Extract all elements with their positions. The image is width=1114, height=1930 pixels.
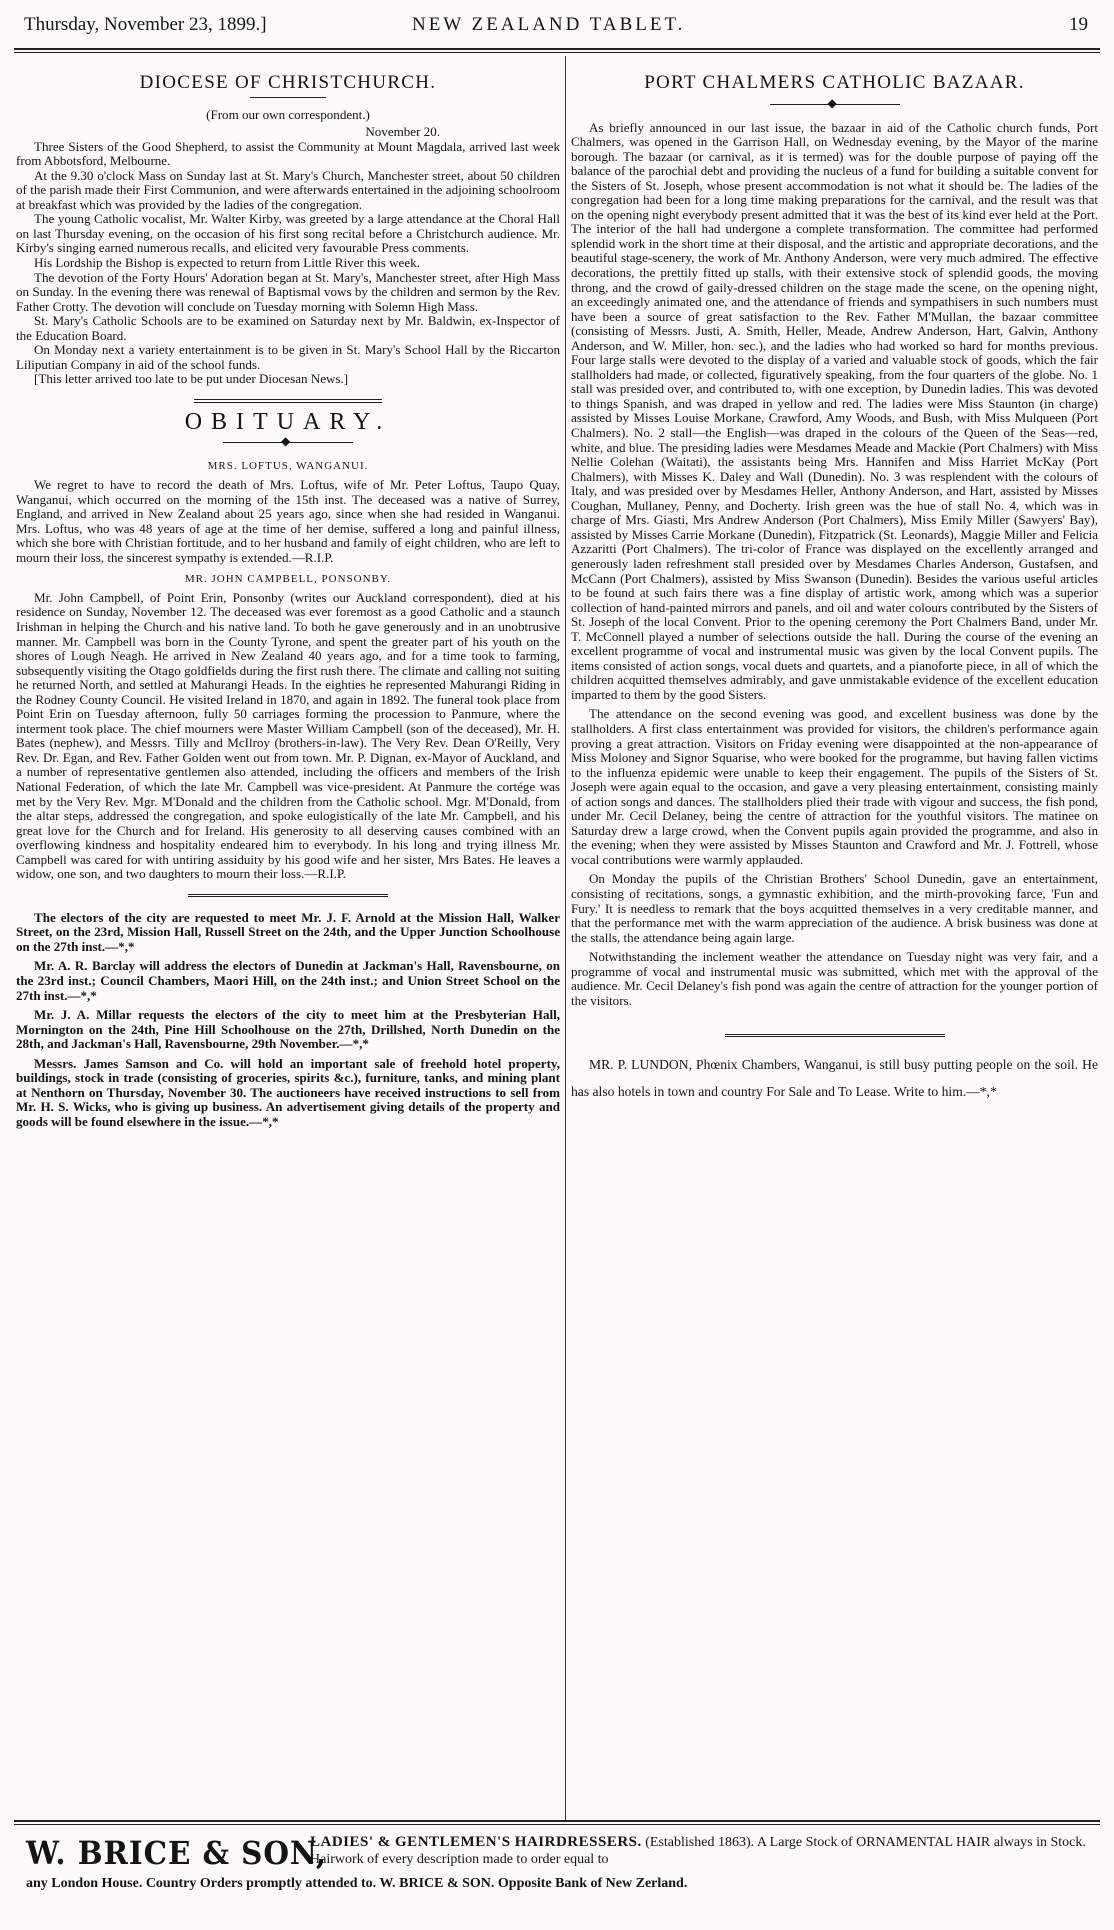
page-number: 19	[1069, 14, 1088, 35]
footer-rule	[14, 1820, 1100, 1822]
bazaar-para-4: Notwithstanding the inclement weather the attendance on Tuesday night was very fair, and a programme of vocal and instrumental music was submitted, which met with the approval of the audience. Mr. Cecil Delaney's fish pond was again the centre of attraction for the younger portion of the visitors.	[571, 949, 1098, 1008]
notice-samson: Messrs. James Samson and Co. will hold an important sale of freehold hotel property, buildings, stock in trade (consisting of groceries, spirits &c.), furniture, tanks, and mining plant at Nenthorn on Thursday, November 30. The auctioneers have received instructions to sell from Mr. H. S. Wicks, who is giving up business. An advertisement giving details of the property and goods will be found elsewhere in the issue.—*,*	[16, 1055, 560, 1129]
bazaar-para-2: The attendance on the second evening was good, and excellent business was done by the stallholders. A first class entertainment was provided for visitors, the children's performance again proving a great attraction. Visitors on Friday evening were disappointed at the non-appearance of Miss Moloney and Signor Squarise, who were booked for the programme, but having fallen victims to the influenza epidemic were unable to keep their engagement. The pupils of the Sisters of St. Joseph were again equal to the occasion, and gave a very pleasing entertainment, consisting mainly of action songs and dances. The stallholders plied their trade with vigour and success, the fish pond, under Mr. Cecil Delaney, being the centre of attraction for the youthful visitors. The matinee on Saturday drew a large crowd, when the Convent pupils again provided the programme, and also in the evening; when they were assisted by Misses Staunton and Crawford and Mr. J. Fottrell, whose vocal contributions were warmly applauded.	[571, 706, 1098, 867]
newspaper-page	[14, 8, 1100, 1922]
bazaar-para-1: As briefly announced in our last issue, the bazaar in aid of the Catholic church funds, Port Chalmers, was opened in the Garrison Hall, on Wednesday evening, by the Mayor of the marine borough. The bazaar (or carnival, as it is termed) was for the double purpose of paying off the balance of the parochial debt and providing the nucleus of a fund for building a suitable convent for the Sisters of St. Joseph, whose present accommodation is not what it should be. The ladies of the congregation had been for a long time making preparations for the carnival, and the result was that on the opening night everybody present admitted that it was the best of its kind ever held at the Port. The interior of the hall had undergone a complete transformation. The committee had performed splendid work in the short time at their disposal, and the artistic and appropriate decorations, and the beautiful stage-scenery, the work of Mr. Anthony Anderson, were very much admired. The effective decorations, the prettily fitted up stalls, with their extensive stock of splendid goods, the moving throng, and the crowd of gaily-dressed children on the stage made the scene, on the opening night, an exceedingly animated one, and the attendance of friends and sympathisers in such numbers must have been a source of great satisfaction to the Rev. Father M'Mullan, the bazaar committee (consisting of Messrs. Justi, A. Smith, Heller, Meade, Andrew Anderson, Hart, Galvin, Anthony Anderson, and W. Miller, hon. sec.), and the ladies who had worked so hard for months previous. Four large stalls were devoted to the display of a varied and valuable stock of goods, which the fair stallholders had made, or collected, figuratively speaking, from the four quarters of the globe. No. 1 stall was presided over, and contributed to, with one exception, by Dunedin ladies. This was devoted to things Spanish, and was draped in yellow and red. The ladies were Miss Staunton (in charge) assisted by Misses Louise Morkane, Crawford, Amy Woods, and Bush, with Miss Mulqueen (Port Chalmers). No. 2 stall—the English—was draped in the colours of the Queen of the Seas—red, white, and blue. The presiding ladies were Mesdames Meade and Mackie (Port Chalmers) with Miss Nellie Colehan (Waitati), the assistants being Mrs. Hannifen and Miss Harriet McKay (Port Chalmers), with Misses K. Daley and Wall (Dunedin). No. 3 was resplendent with the colours of Italy, and was presided over by Mesdames Heller, Anthony Anderson, and Hart, assisted by Misses Coughan, Mullaney, Penny, and Docherty. Irish green was the hue of stall No. 4, which was in charge of Mrs. Giasti, Mrs Andrew Anderson (Port Chalmers), Miss Emily Miller (Sawyers' Bay), assisted by Misses Carrie Morkane (Dunedin), Fitzpatrick (St. Leonards), Maggie Miller and Felicia Azzaritti (Port Chalmers). The tri-color of France was displayed on the excellently arranged and generously laden refreshment stall presided over by Mesdames Charles Anderson, Gustafsen, and McCann (Port Chalmers), assisted by Miss Swanson (Dunedin). Besides the various useful articles to be found at such fairs there was a fine display of artistic work, among which was a superior collection of hand-painted mirrors and panels, and oil and water colours contributed by the Sisters of St. Joseph of the local Convent. Prior to the opening ceremony the Port Chalmers Band, under Mr. T. McConnell played a number of selections outside the hall. During the course of the evening an excellent programme of vocal and instrumental music was given by the local Convent pupils. The items consisted of action songs, vocal duets and quartets, and a pianoforte piece, in all of which the children acquitted themselves admirably, and gave unmistakable evidence of the excellent education imparted to them by the good Sisters.	[571, 119, 1098, 702]
diocese-para-7: On Monday next a variety entertainment is to be given in St. Mary's School Hall by the Riccarton Liliputian Company in aid of the school funds.	[16, 342, 560, 372]
bazaar-heading: PORT CHALMERS CATHOLIC BAZAAR.	[644, 72, 1025, 93]
dateline: November 20.	[365, 124, 440, 140]
obituary-heading: OBITUARY.	[184, 408, 392, 435]
left-column	[16, 58, 560, 1129]
diocese-para-1: Three Sisters of the Good Shepherd, to assist the Community at Mount Magdala, arrived last week from Abbotsford, Melbourne.	[16, 138, 560, 169]
hairdressers-caps: LADIES' & GENTLEMEN'S HAIRDRESSERS.	[310, 1834, 642, 1850]
lundon-ad: MR. P. LUNDON, Phœnix Chambers, Wanganui, is still busy putting people on the soil. He has also hotels in town and country For Sale and To Lease. Write to him.—*,*	[571, 1057, 1098, 1100]
ad-rule	[725, 1034, 945, 1039]
byline: (From our own correspondent.)	[206, 106, 370, 122]
obit2-heading: MR. JOHN CAMPBELL, PONSONBY.	[184, 573, 392, 586]
diocese-para-6: St. Mary's Catholic Schools are to be examined on Saturday next by Mr. Baldwin, ex-Inspector of the Education Board.	[16, 313, 560, 343]
notice-barclay: Mr. A. R. Barclay will address the electors of Dunedin at Jackman's Hall, Ravensbourne, on the 23rd inst.; Council Chambers, Maori Hill, on the 24th inst.; and Union Street School on the 27th inst.—*,*	[16, 958, 560, 1003]
masthead-rule	[14, 48, 1100, 50]
column-divider	[565, 56, 566, 1820]
obit1-text: We regret to have to record the death of Mrs. Loftus, wife of Mr. Peter Loftus, Taupo Quay, Wanganui, which occurred on the morning of the 15th inst. The deceased was a native of Surrey, England, and arrived in New Zealand about 25 years ago, since when she had resided in Wanganui. Mrs. Loftus, who was 48 years of age at the time of her demise, suffered a long and painful illness, which she bore with Christian fortitude, and to her husband and family of eight children, who are left to mourn their loss, the sincerest sympathy is extended.—R.I.P.	[16, 477, 560, 565]
paper-title: NEW ZEALAND TABLET.	[412, 14, 686, 35]
heading-dash	[250, 97, 326, 98]
brice-brand: W. BRICE & SON,	[26, 1834, 328, 1872]
obit2-text: Mr. John Campbell, of Point Erin, Ponsonby (writes our Auckland correspondent), died at his residence on Sunday, November 12. The deceased was ever foremost as a good Catholic and a staunch Irishman in helping the Church and his native land. To both he gave generously and in an unobtrusive manner. Mr. Campbell was born in the County Tyrone, and spent the greater part of his youth on the shores of Lough Neagh. He arrived in New Zealand 40 years ago, and for a time took to farming, subsequently visiting the Otago goldfields during the first rush there. The climate and calling not suiting he returned North, and settled at Mahurangi Heads. In the eighties he represented Mahurangi Riding in the Rodney County Council. He visited Ireland in 1870, and again in 1892. The funeral took place from Point Erin on Tuesday afternoon, fully 50 carriages forming the procession to Panmure, where the interment took place. The chief mourners were Master William Campbell (son of the deceased), Mr. H. Bates (nephew), and Messrs. Tilly and McIlroy (brothers-in-law). The Very Rev. Dean O'Reilly, Very Rev. Dr. Egan, and Rev. Father Golden went out from town. Mr. P. Dignan, ex-Mayor of Auckland, and a number of representative gentlemen also attended, including the officers and members of the Irish National Federation, of which the late Mr. Campbell was vice-president. At Panmure the cortége was met by the Very Rev. Mgr. M'Donald and the children from the Catholic school. Mgr. M'Donald, from the altar steps, addressed the congregation, and spoke eulogistically of the late Mr. Campbell, and his great love for the Church and for Ireland. His generosity to all deserving causes combined with an overflowing kindness and hospitality endeared him to everybody. In his long and trying illness Mr. Campbell was cared for with untiring assiduity by his good wife and her sister, Mrs Bates. He leaves a widow, one son, and two daughters to mourn their loss.—R.I.P.	[16, 589, 561, 882]
footer-rule-thin	[14, 1824, 1100, 1825]
bazaar-para-3: On Monday the pupils of the Christian Brothers' School Dunedin, gave an entertainment, consisting of recitations, songs, a gymnastic exhibition, and the mirth-provoking farce, 'Fun and Fury.' It is needless to remark that the boys acquitted themselves in a very creditable manner, and that the performance met with the warm appreciation of the audience. A brisk business was done at the stalls, the attendance being again large.	[571, 871, 1098, 945]
diamond-rule	[223, 434, 353, 449]
notice-millar: Mr. J. A. Millar requests the electors of the city to meet him at the Presbyterian Hall, Mornington on the 24th, Pine Hill Schoolhouse on the 27th, Drillshed, North Dunedin on the 28th, and Jackman's Hall, Ravensbourne, 29th November.—*,*	[16, 1007, 560, 1052]
masthead-rule-thin	[14, 52, 1100, 53]
diocese-heading: DIOCESE OF CHRISTCHURCH.	[139, 72, 437, 93]
diamond-icon: ◆	[827, 95, 837, 110]
brice-ad-line2: any London House. Country Orders promptly attended to. W. BRICE & SON. Opposite Bank of New Zerland.	[26, 1876, 688, 1891]
advertisement-footer	[14, 1830, 1100, 1914]
diocese-para-4: His Lordship the Bishop is expected to return from Little River this week.	[34, 255, 420, 271]
diocese-para-3: The young Catholic vocalist, Mr. Walter Kirby, was greeted by a large attendance at the Choral Hall on last Thursday evening, on the occasion of his first song recital before a Christchurch audience. Mr. Kirby's singing earned numerous recalls, and elicited very favourable Press comments.	[16, 211, 560, 256]
diocese-para-5: The devotion of the Forty Hours' Adoration began at St. Mary's, Manchester street, after High Mass on Sunday. In the evening there was renewal of Baptismal vows by the children and sermon by the Rev. Father Crotty. The devotion will conclude on Tuesday morning with Solemn High Mass.	[16, 269, 560, 314]
section-rule	[194, 399, 382, 405]
masthead	[14, 14, 1100, 48]
obit1-heading: MRS. LOFTUS, WANGANUI.	[207, 460, 369, 473]
brice-ad-text	[310, 1834, 1090, 1868]
diamond-rule	[770, 95, 900, 110]
diamond-icon: ◆	[281, 434, 291, 449]
issue-date: Thursday, November 23, 1899.]	[24, 14, 267, 35]
notice-arnold: The electors of the city are requested to meet Mr. J. F. Arnold at the Mission Hall, Walker Street, on the 23rd, Mission Hall, Russell Street on the 24th, and the Upper Junction Schoolhouse on the 27th inst.—*,*	[16, 909, 560, 954]
brice-ad-line1: (Established 1863). A Large Stock of ORNAMENTAL HAIR always in Stock. Hairwork of every description made to order equal to	[310, 1835, 1086, 1867]
editor-note: [This letter arrived too late to be put under Diocesan News.]	[34, 371, 349, 387]
notices-rule	[188, 894, 388, 899]
right-column	[571, 58, 1098, 1105]
diocese-para-2: At the 9.30 o'clock Mass on Sunday last at St. Mary's Church, Manchester street, about 50 children of the parish made their First Communion, and were afterwards entertained in the adjoining schoolroom at breakfast which was provided by the ladies of the congregation.	[16, 167, 560, 212]
